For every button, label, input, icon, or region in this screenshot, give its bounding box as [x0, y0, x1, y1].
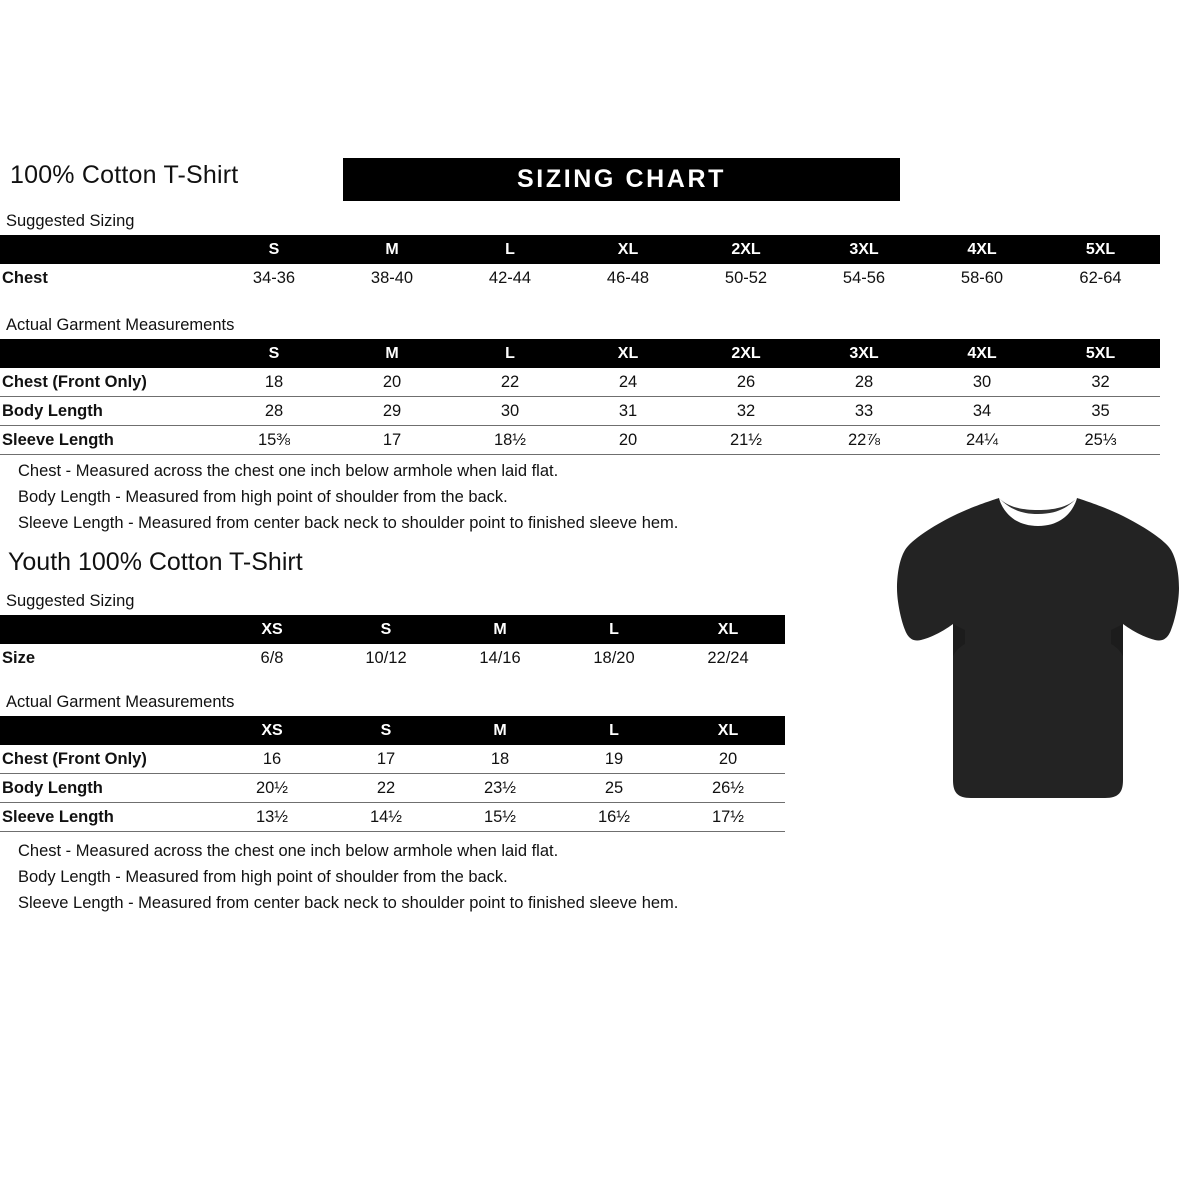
- youth-actual-cell: 13½: [215, 803, 329, 832]
- adult-actual-row-label: Body Length: [0, 397, 215, 426]
- tshirt-icon: [895, 480, 1180, 810]
- youth-suggested-column-header: M: [443, 615, 557, 644]
- youth-suggested-cell: 10/12: [365, 648, 407, 667]
- adult-suggested-cell: 38-40: [370, 268, 414, 287]
- youth-suggested-cell: 22/24: [707, 648, 749, 667]
- youth-actual-caption: Actual Garment Measurements: [6, 693, 235, 711]
- adult-suggested-cell: 34-36: [252, 268, 296, 287]
- adult-actual-cell: 18: [215, 368, 333, 397]
- adult-actual-cell: 20: [333, 368, 451, 397]
- youth-actual-row-label: Body Length: [0, 774, 215, 803]
- adult-actual-row-label: Chest (Front Only): [0, 368, 215, 397]
- youth-suggested-caption: Suggested Sizing: [6, 592, 135, 610]
- table-header-row: [0, 716, 785, 745]
- adult-suggested-cell: 58-60: [960, 268, 1004, 287]
- youth-actual-cell: 22: [329, 774, 443, 803]
- adult-suggested-sizing-table: [0, 235, 1160, 292]
- adult-actual-cell: 30: [923, 368, 1041, 397]
- adult-actual-cell: 34: [923, 397, 1041, 426]
- adult-actual-column-header: L: [451, 339, 569, 368]
- youth-suggested-column-header: XL: [671, 615, 785, 644]
- youth-actual-cell: 19: [557, 745, 671, 774]
- sizing-chart-banner-label: SIZING CHART: [517, 165, 726, 193]
- adult-actual-cell: 15⅜: [215, 426, 333, 455]
- adult-suggested-column-header: L: [451, 235, 569, 264]
- youth-actual-measurements-table: [0, 716, 785, 832]
- youth-suggested-column-header: L: [557, 615, 671, 644]
- adult-actual-cell: 24: [569, 368, 687, 397]
- adult-actual-cell: 33: [805, 397, 923, 426]
- adult-suggested-column-header: 5XL: [1041, 235, 1160, 264]
- adult-actual-cell: 24¼: [923, 426, 1041, 455]
- adult-note: Sleeve Length - Measured from center back neck to shoulder point to finished sleeve hem.: [18, 514, 679, 532]
- youth-actual-cell: 17½: [671, 803, 785, 832]
- youth-measurement-notes: [18, 838, 778, 916]
- youth-actual-cell: 26½: [671, 774, 785, 803]
- adult-suggested-cell: 50-52: [724, 268, 768, 287]
- page-title: 100% Cotton T-Shirt: [10, 161, 239, 189]
- adult-actual-cell: 30: [451, 397, 569, 426]
- adult-actual-cell: 32: [1041, 368, 1160, 397]
- youth-suggested-row-label: Size: [2, 648, 36, 667]
- youth-actual-cell: 17: [329, 745, 443, 774]
- youth-actual-column-header: XS: [215, 716, 329, 745]
- youth-actual-cell: 25: [557, 774, 671, 803]
- adult-actual-column-header: M: [333, 339, 451, 368]
- adult-suggested-header-label: [0, 235, 215, 264]
- adult-actual-cell: 28: [215, 397, 333, 426]
- table-header-row: [0, 615, 785, 644]
- adult-suggested-column-header: XL: [569, 235, 687, 264]
- adult-suggested-cell: 54-56: [842, 268, 886, 287]
- table-row: [0, 368, 1160, 397]
- youth-actual-header-label: [0, 716, 215, 745]
- adult-actual-cell: 17: [333, 426, 451, 455]
- youth-suggested-column-header: S: [329, 615, 443, 644]
- adult-actual-cell: 35: [1041, 397, 1160, 426]
- adult-actual-column-header: 3XL: [805, 339, 923, 368]
- adult-actual-row-label: Sleeve Length: [0, 426, 215, 455]
- youth-actual-cell: 14½: [329, 803, 443, 832]
- adult-actual-cell: 20: [569, 426, 687, 455]
- adult-suggested-column-header: 4XL: [923, 235, 1041, 264]
- adult-actual-cell: 21½: [687, 426, 805, 455]
- youth-actual-cell: 18: [443, 745, 557, 774]
- youth-suggested-column-header: XS: [215, 615, 329, 644]
- tshirt-illustration: [895, 480, 1180, 810]
- adult-actual-cell: 31: [569, 397, 687, 426]
- adult-note: Chest - Measured across the chest one inch below armhole when laid flat.: [18, 462, 559, 480]
- youth-actual-column-header: S: [329, 716, 443, 745]
- youth-actual-column-header: M: [443, 716, 557, 745]
- youth-note: Chest - Measured across the chest one inch below armhole when laid flat.: [18, 842, 559, 860]
- table-row: [0, 264, 1160, 292]
- youth-actual-cell: 16½: [557, 803, 671, 832]
- adult-actual-column-header: 4XL: [923, 339, 1041, 368]
- adult-note: Body Length - Measured from high point of shoulder from the back.: [18, 488, 508, 506]
- youth-section-title: Youth 100% Cotton T-Shirt: [8, 548, 303, 576]
- adult-suggested-row-label: Chest: [2, 268, 48, 287]
- adult-suggested-column-header: M: [333, 235, 451, 264]
- table-header-row: [0, 339, 1160, 368]
- adult-actual-column-header: XL: [569, 339, 687, 368]
- adult-actual-cell: 25⅓: [1041, 426, 1160, 455]
- youth-actual-column-header: XL: [671, 716, 785, 745]
- adult-actual-cell: 29: [333, 397, 451, 426]
- youth-actual-cell: 20½: [215, 774, 329, 803]
- youth-actual-column-header: L: [557, 716, 671, 745]
- adult-suggested-cell: 62-64: [1079, 268, 1122, 287]
- table-row: [0, 774, 785, 803]
- youth-suggested-cell: 14/16: [479, 648, 521, 667]
- table-row: [0, 644, 785, 672]
- youth-suggested-cell: 18/20: [593, 648, 635, 667]
- youth-note: Body Length - Measured from high point of shoulder from the back.: [18, 868, 508, 886]
- adult-suggested-cell: 42-44: [488, 268, 532, 287]
- adult-actual-column-header: 5XL: [1041, 339, 1160, 368]
- table-row: [0, 745, 785, 774]
- adult-suggested-column-header: S: [215, 235, 333, 264]
- youth-suggested-cell: 6/8: [260, 648, 284, 667]
- adult-actual-cell: 28: [805, 368, 923, 397]
- adult-suggested-cell: 46-48: [606, 268, 650, 287]
- youth-actual-cell: 20: [671, 745, 785, 774]
- adult-actual-caption: Actual Garment Measurements: [6, 316, 235, 334]
- adult-suggested-caption: Suggested Sizing: [6, 212, 135, 230]
- adult-suggested-column-header: 2XL: [687, 235, 805, 264]
- adult-actual-cell: 22⅞: [805, 426, 923, 455]
- adult-measurement-notes: [18, 458, 778, 536]
- sizing-chart-banner: [343, 158, 900, 201]
- youth-actual-cell: 15½: [443, 803, 557, 832]
- adult-actual-column-header: 2XL: [687, 339, 805, 368]
- adult-actual-cell: 32: [687, 397, 805, 426]
- adult-actual-cell: 18½: [451, 426, 569, 455]
- youth-suggested-sizing-table: [0, 615, 785, 672]
- title-row: [10, 158, 900, 202]
- adult-actual-column-header: S: [215, 339, 333, 368]
- youth-actual-cell: 16: [215, 745, 329, 774]
- adult-actual-cell: 22: [451, 368, 569, 397]
- youth-note: Sleeve Length - Measured from center back neck to shoulder point to finished sleeve hem.: [18, 894, 679, 912]
- youth-actual-row-label: Chest (Front Only): [0, 745, 215, 774]
- adult-actual-header-label: [0, 339, 215, 368]
- adult-actual-cell: 26: [687, 368, 805, 397]
- youth-actual-row-label: Sleeve Length: [0, 803, 215, 832]
- table-header-row: [0, 235, 1160, 264]
- youth-suggested-header-label: [0, 615, 215, 644]
- adult-suggested-column-header: 3XL: [805, 235, 923, 264]
- table-row: [0, 803, 785, 832]
- adult-actual-measurements-table: [0, 339, 1160, 455]
- table-row: [0, 426, 1160, 455]
- table-row: [0, 397, 1160, 426]
- youth-actual-cell: 23½: [443, 774, 557, 803]
